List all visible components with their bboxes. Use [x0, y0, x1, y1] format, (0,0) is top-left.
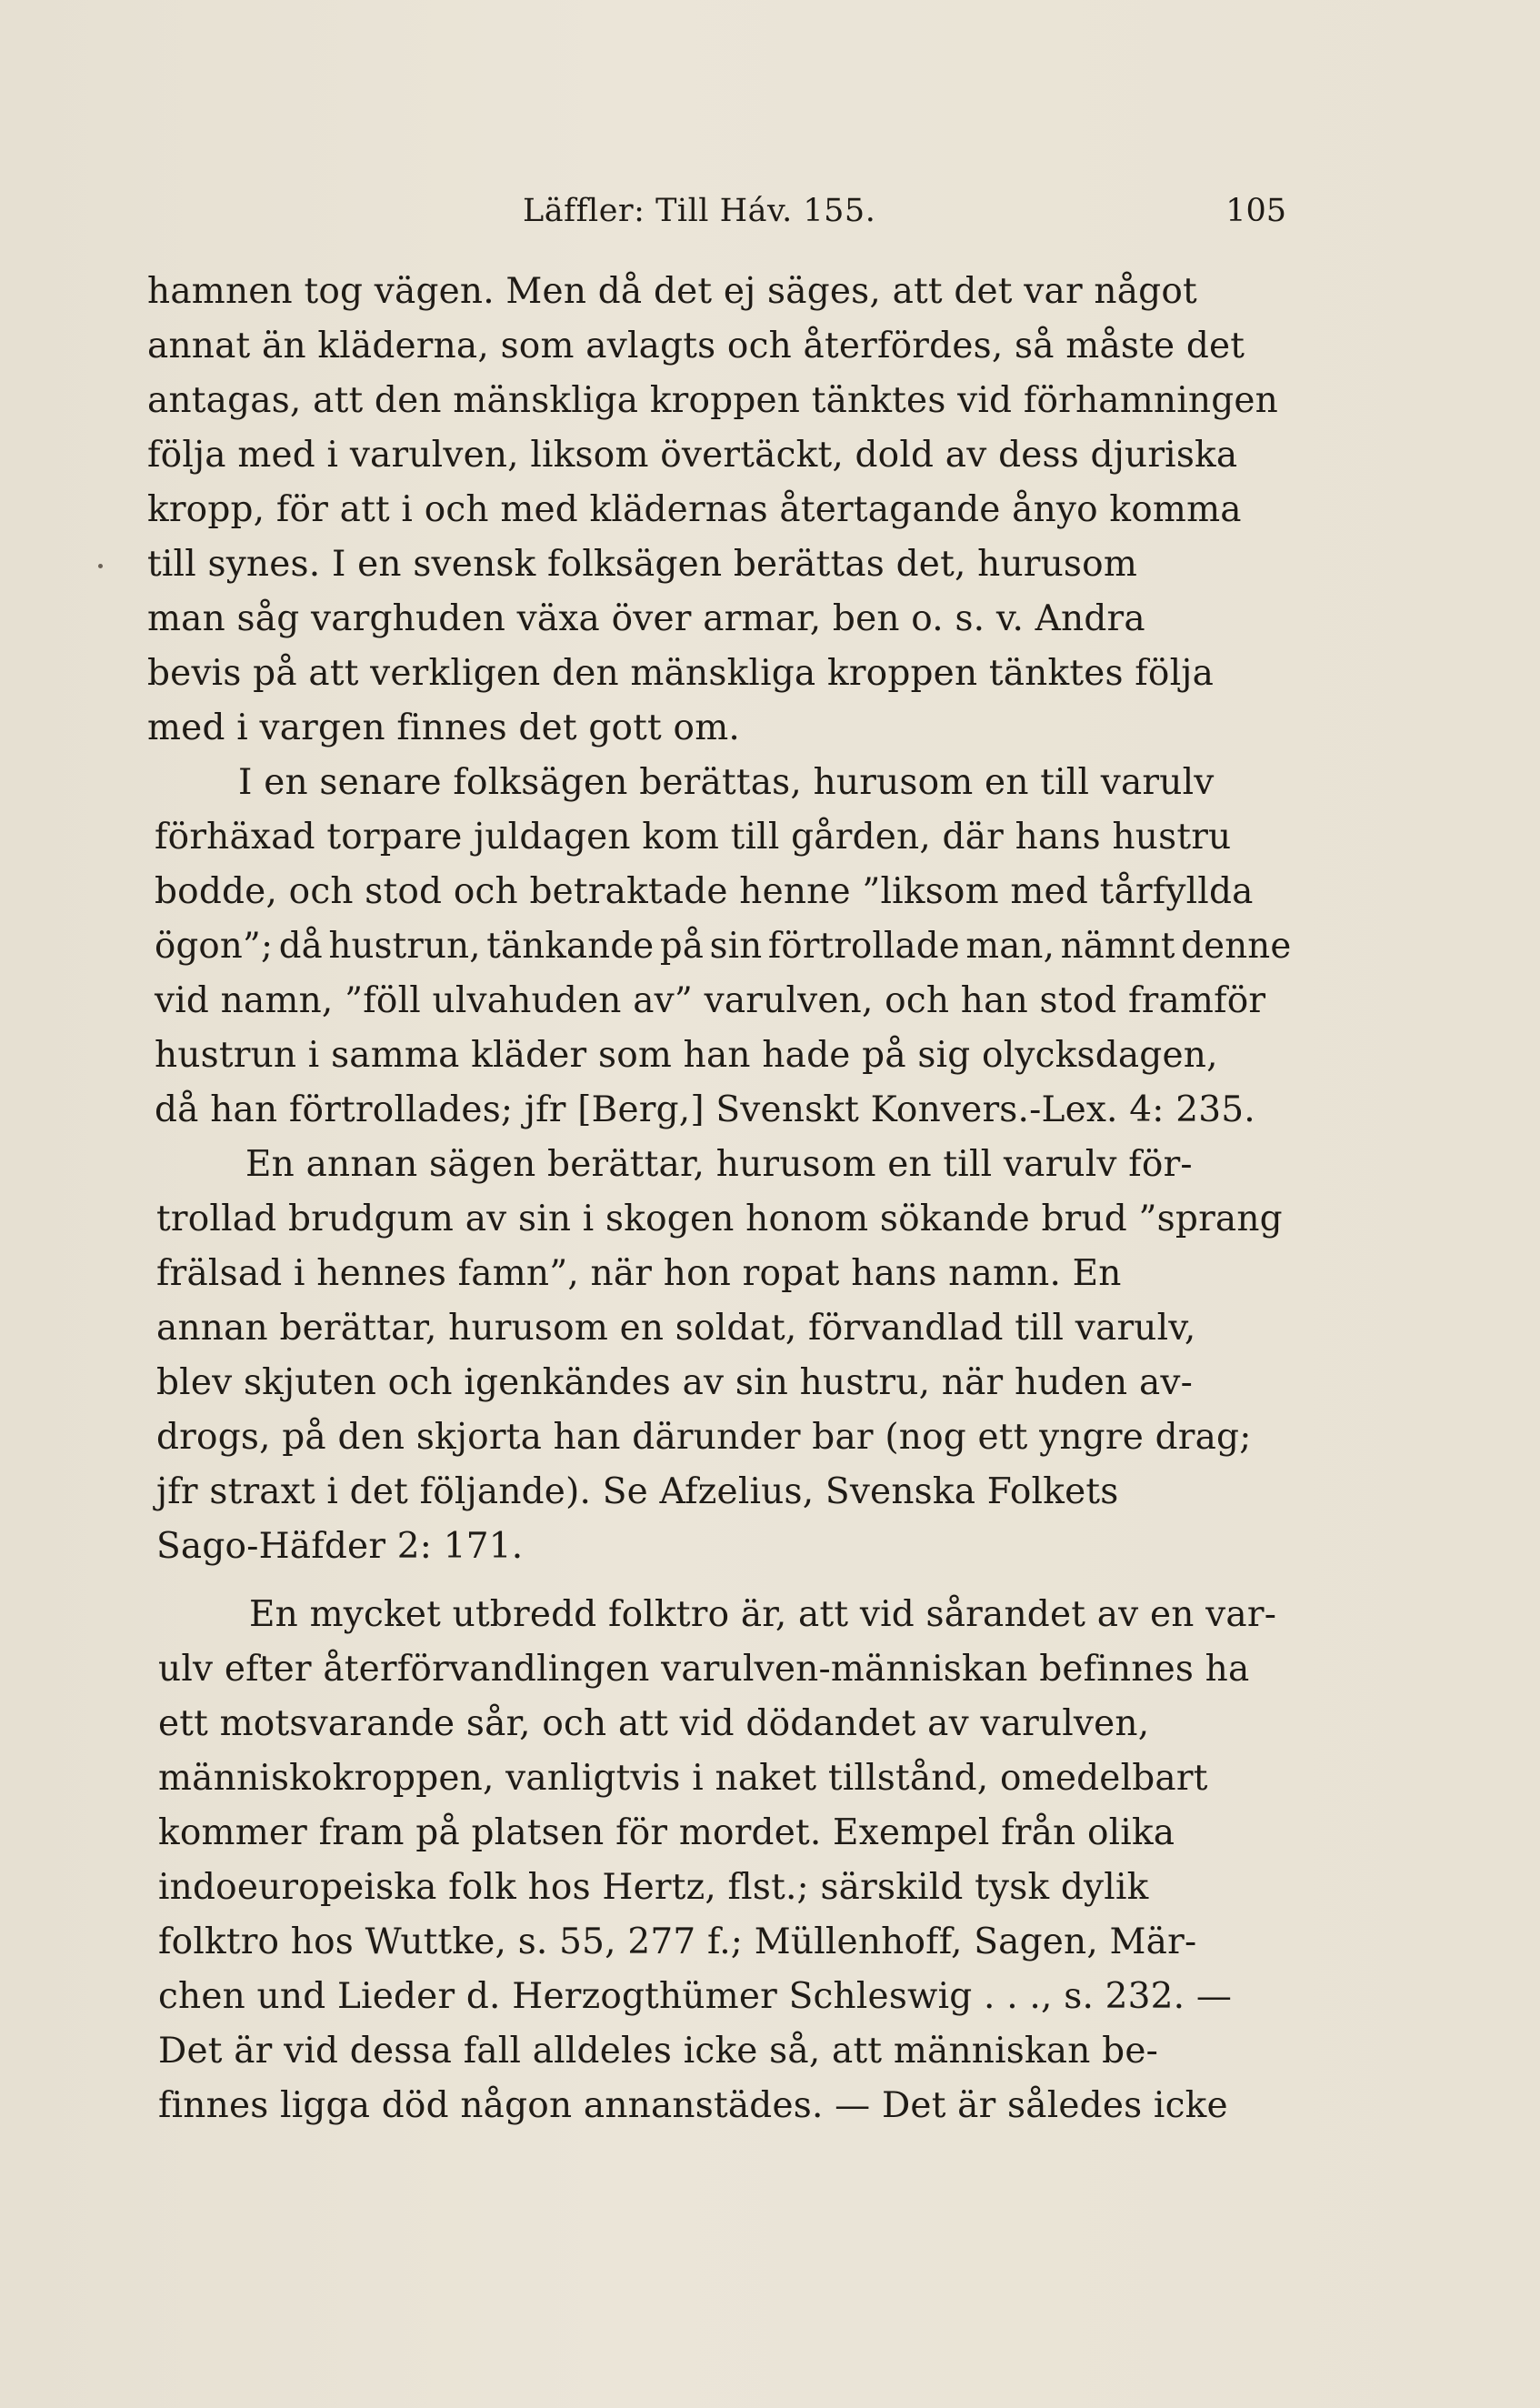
- text-line: bodde, och stod och betraktade henne ”liksom med tårfyllda: [155, 871, 1254, 912]
- text-line: jfr straxt i det följande). Se Afzelius, Svenska Folkets: [156, 1471, 1119, 1512]
- running-title: Läffler: Till Háv. 155.: [523, 193, 876, 229]
- text-line: ögon”; då hustrun, tänkande på sin förtrollade man, nämnt denne: [155, 926, 1292, 967]
- text-line: bevis på att verkligen den mänskliga kroppen tänktes följa: [147, 653, 1215, 694]
- text-line: människokroppen, vanligtvis i naket tillstånd, omedelbart: [158, 1758, 1208, 1799]
- text-line: med i vargen finnes det gott om.: [147, 707, 740, 748]
- text-line: I en senare folksägen berättas, hurusom en till varulv: [238, 762, 1215, 803]
- text-line: drogs, på den skjorta han därunder bar (nog ett yngre drag;: [156, 1417, 1252, 1458]
- text-line: antagas, att den mänskliga kroppen tänktes vid förhamningen: [147, 380, 1278, 421]
- text-line: Det är vid dessa fall alldeles icke så, att människan be-: [158, 2031, 1158, 2072]
- text-line: Sago-Häfder 2: 171.: [156, 1526, 524, 1567]
- text-line: kommer fram på platsen för mordet. Exempel från olika: [158, 1812, 1175, 1853]
- text-line: blev skjuten och igenkändes av sin hustru, när huden av-: [156, 1362, 1194, 1403]
- text-line: följa med i varulven, liksom övertäckt, dold av dess djuriska: [147, 435, 1238, 476]
- page-header: [523, 193, 1286, 240]
- text-line: vid namn, ”föll ulvahuden av” varulven, och han stod framför: [155, 980, 1266, 1021]
- text-line: frälsad i hennes famn”, när hon ropat hans namn. En: [156, 1253, 1122, 1294]
- text-line: trollad brudgum av sin i skogen honom sökande brud ”sprang: [156, 1199, 1283, 1239]
- text-line: chen und Lieder d. Herzogthümer Schleswig . . ., s. 232. —: [158, 1976, 1233, 2017]
- text-line: då han förtrollades; jfr [Berg,] Svenskt Konvers.-Lex. 4: 235.: [155, 1089, 1255, 1130]
- text-line: hustrun i samma kläder som han hade på sig olycksdagen,: [155, 1035, 1218, 1076]
- text-line: En annan sägen berättar, hurusom en till varulv för-: [245, 1144, 1193, 1185]
- page-number: 105: [1225, 193, 1286, 229]
- text-line: folktro hos Wuttke, s. 55, 277 f.; Müllenhoff, Sagen, Mär-: [158, 1921, 1197, 1962]
- text-line: En mycket utbredd folktro är, att vid sårandet av en var-: [249, 1594, 1277, 1635]
- text-line: hamnen tog vägen. Men då det ej säges, att det var något: [147, 271, 1197, 312]
- text-line: förhäxad torpare juldagen kom till gården, där hans hustru: [155, 817, 1232, 858]
- margin-dot: [98, 564, 103, 568]
- text-line: till synes. I en svensk folksägen berättas det, hurusom: [147, 544, 1138, 585]
- text-line: indoeuropeiska folk hos Hertz, flst.; särskild tysk dylik: [158, 1867, 1149, 1908]
- text-line: kropp, för att i och med klädernas återtagande ånyo komma: [147, 489, 1242, 530]
- text-line: annat än kläderna, som avlagts och återfördes, så måste det: [147, 326, 1245, 366]
- text-line: finnes ligga död någon annanstädes. — Det är således icke: [158, 2085, 1228, 2126]
- text-line: ett motsvarande sår, och att vid dödandet av varulven,: [158, 1703, 1150, 1744]
- text-line: man såg varghuden växa över armar, ben o. s. v. Andra: [147, 598, 1145, 639]
- text-line: annan berättar, hurusom en soldat, förvandlad till varulv,: [156, 1308, 1196, 1349]
- text-line: ulv efter återförvandlingen varulven-människan befinnes ha: [158, 1649, 1250, 1690]
